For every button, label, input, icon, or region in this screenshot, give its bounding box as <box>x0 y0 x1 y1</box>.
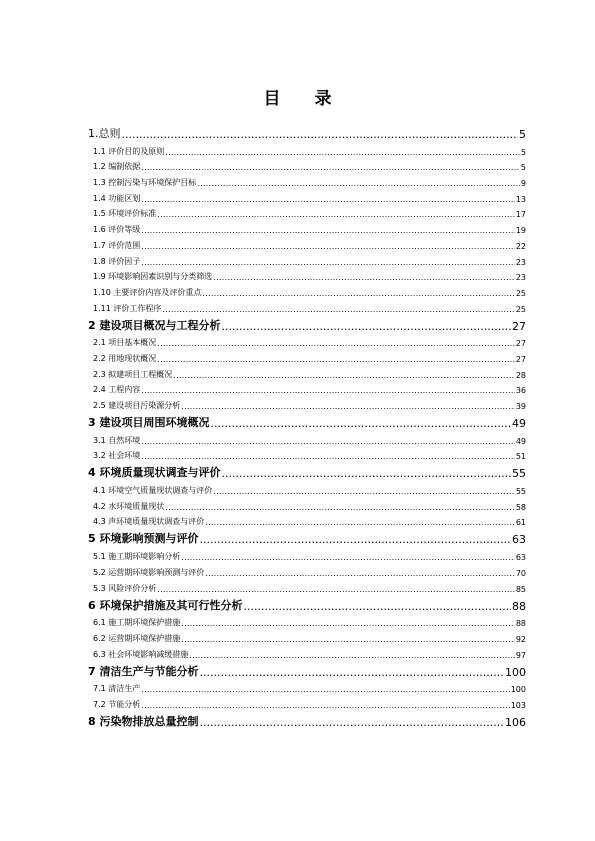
toc-section-entry[interactable] <box>88 219 526 235</box>
toc-dot-leader <box>141 226 515 235</box>
toc-entry-label: 1.4 功能区划 <box>93 193 141 203</box>
toc-page-number: 97 <box>515 650 526 660</box>
toc-section-entry[interactable] <box>88 157 526 173</box>
toc-section-entry[interactable] <box>88 380 526 396</box>
toc-entry-label: 1.11 评价工作程序 <box>93 303 162 313</box>
toc-dot-leader <box>199 716 504 729</box>
toc-entry-label: 4 环境质量现状调查与评价 <box>88 466 221 480</box>
toc-page-number: 88 <box>515 619 526 629</box>
toc-dot-leader <box>205 518 515 527</box>
toc-page-number: 55 <box>515 487 526 497</box>
toc-dot-leader <box>162 305 514 314</box>
toc-entry-label: 4.2 水环境质量现状 <box>93 501 165 511</box>
toc-page-number: 92 <box>515 634 526 644</box>
toc-page-number: 5 <box>520 147 526 157</box>
toc-section-entry[interactable] <box>88 172 526 188</box>
toc-dot-leader <box>189 651 515 660</box>
toc-dot-leader <box>197 179 520 188</box>
toc-section-entry[interactable] <box>88 251 526 267</box>
toc-dot-leader <box>181 619 515 628</box>
toc-page-number: 23 <box>515 273 526 283</box>
toc-entry-label: 1.5 环境评价标准 <box>93 209 157 219</box>
toc-page-number: 85 <box>515 584 526 594</box>
toc-section-entry[interactable] <box>88 613 526 629</box>
toc-chapter-entry[interactable] <box>88 710 526 729</box>
toc-section-entry[interactable] <box>88 267 526 283</box>
toc-chapter-entry[interactable] <box>88 660 526 679</box>
toc-page-number: 9 <box>520 179 526 189</box>
toc-title: 目 录 <box>263 89 346 109</box>
toc-section-entry[interactable] <box>88 480 526 496</box>
toc-entry-label: 2.1 项目基本概况 <box>93 338 157 348</box>
toc-entry-label: 7 清洁生产与节能分析 <box>88 664 199 678</box>
toc-dot-leader <box>141 195 515 204</box>
toc-dot-leader <box>141 163 520 172</box>
toc-chapter-entry[interactable] <box>88 527 526 546</box>
toc-entry-label: 4.1 环境空气质量现状调查与评价 <box>93 486 213 496</box>
toc-section-entry[interactable] <box>88 235 526 251</box>
toc-dot-leader <box>157 339 515 348</box>
toc-dot-leader <box>141 258 515 267</box>
toc-dot-leader <box>141 437 515 446</box>
toc-entry-label: 5.1 施工期环境影响分析 <box>93 552 181 562</box>
toc-entry-label: 2.5 建设项目污染源分析 <box>93 401 181 410</box>
toc-chapter-entry[interactable] <box>88 122 526 141</box>
toc-dot-leader <box>141 701 509 710</box>
toc-section-entry[interactable] <box>88 364 526 380</box>
toc-page-number: 51 <box>515 452 526 462</box>
toc-page-number: 25 <box>515 304 526 314</box>
toc-dot-leader <box>173 371 515 380</box>
toc-dot-leader <box>210 417 511 430</box>
toc-entry-label: 3 建设项目周围环境概况 <box>88 416 210 429</box>
toc-entry-label: 6.1 施工期环境保护措施 <box>93 618 181 628</box>
toc-dot-leader <box>205 569 515 578</box>
toc-section-entry[interactable] <box>88 282 526 298</box>
toc-page-number: 100 <box>505 665 526 679</box>
toc-page-number: 13 <box>515 194 526 204</box>
toc-entry-label: 7.2 节能分析 <box>93 699 141 709</box>
toc-chapter-entry[interactable] <box>88 461 526 480</box>
toc-page-number: 58 <box>515 502 526 512</box>
toc-section-entry[interactable] <box>88 546 526 562</box>
toc-page-number: 55 <box>512 467 526 481</box>
toc-dot-leader <box>213 273 515 282</box>
toc-entry-label: 1.8 评价因子 <box>93 256 141 266</box>
toc-page-number: 70 <box>515 568 526 578</box>
toc-page-number: 61 <box>515 518 526 528</box>
toc-page-number: 5 <box>520 163 526 173</box>
toc-section-entry[interactable] <box>88 679 526 695</box>
toc-page-number: 19 <box>515 226 526 236</box>
toc-entry-label: 2.4 工程内容 <box>93 385 141 395</box>
toc-dot-leader <box>141 685 509 694</box>
toc-dot-leader <box>157 355 515 364</box>
toc-entry-label: 6.2 运营期环境保护措施 <box>93 633 181 643</box>
toc-entry-label: 4.3 声环境质量现状调查与评价 <box>93 517 205 527</box>
toc-section-entry[interactable] <box>88 628 526 644</box>
toc-dot-leader <box>157 585 515 594</box>
toc-dot-leader <box>213 487 515 496</box>
toc-dot-leader <box>165 148 520 157</box>
toc-chapter-entry[interactable] <box>88 314 526 333</box>
table-of-contents <box>88 122 526 729</box>
toc-entry-label: 1.9 环境影响因素识别与分类筛选 <box>93 272 213 282</box>
toc-entry-label: 2.3 拟建项目工程概况 <box>93 369 173 379</box>
toc-entry-label: 1.1 评价目的及原则 <box>93 146 165 156</box>
toc-section-entry[interactable] <box>88 694 526 710</box>
toc-page-number: 49 <box>512 417 526 430</box>
toc-dot-leader <box>181 553 515 562</box>
toc-dot-leader <box>157 210 515 219</box>
toc-page-number: 103 <box>510 700 526 710</box>
toc-dot-leader <box>141 242 515 251</box>
toc-entry-label: 5 环境影响预测与评价 <box>88 532 199 546</box>
toc-page-number: 63 <box>512 533 526 547</box>
toc-chapter-entry[interactable] <box>88 411 526 430</box>
toc-page-number: 36 <box>515 386 526 396</box>
toc-entry-label: 2.2 用地现状概况 <box>93 353 157 363</box>
toc-page-number: 39 <box>515 402 526 411</box>
toc-dot-leader <box>181 635 515 644</box>
toc-entry-label: 1.7 评价范围 <box>93 240 141 250</box>
toc-section-entry[interactable] <box>88 562 526 578</box>
toc-dot-leader <box>141 386 515 395</box>
toc-page-number: 49 <box>515 436 526 446</box>
toc-chapter-entry[interactable] <box>88 594 526 613</box>
toc-section-entry[interactable] <box>88 141 526 157</box>
toc-entry-label: 6 环境保护措施及其可行性分析 <box>88 598 243 612</box>
toc-section-entry[interactable] <box>88 644 526 660</box>
toc-entry-label: 1.10 主要评价内容及评价重点 <box>93 287 202 297</box>
toc-entry-label: 3.2 社会环境 <box>93 451 141 461</box>
toc-entry-label: 1.2 编制依据 <box>93 162 141 172</box>
toc-entry-label: 2 建设项目概况与工程分析 <box>88 318 221 332</box>
toc-section-entry[interactable] <box>88 395 526 411</box>
toc-dot-leader <box>181 402 515 411</box>
toc-page-number: 27 <box>515 339 526 349</box>
toc-entry-label: 1.3 控制污染与环境保护目标 <box>93 178 197 188</box>
toc-entry-label: 3.1 自然环境 <box>93 435 141 445</box>
toc-page-number: 100 <box>510 685 526 695</box>
toc-entry-label: 1.总则 <box>88 127 121 140</box>
toc-section-entry[interactable] <box>88 430 526 446</box>
toc-section-entry[interactable] <box>88 188 526 204</box>
toc-page-number: 17 <box>515 210 526 220</box>
toc-dot-leader <box>165 503 515 512</box>
toc-section-entry[interactable] <box>88 496 526 512</box>
toc-dot-leader <box>199 666 504 679</box>
toc-page-number: 27 <box>512 319 526 333</box>
toc-dot-leader <box>199 533 511 546</box>
toc-entry-label: 7.1 清洁生产 <box>93 684 141 694</box>
toc-dot-leader <box>202 289 514 298</box>
toc-section-entry[interactable] <box>88 512 526 528</box>
toc-dot-leader <box>221 320 511 333</box>
toc-section-entry[interactable] <box>88 578 526 594</box>
toc-page-number: 22 <box>515 241 526 251</box>
toc-dot-leader <box>141 452 515 461</box>
toc-page-number: 25 <box>515 288 526 298</box>
toc-page-number: 27 <box>515 354 526 364</box>
toc-section-entry[interactable] <box>88 298 526 314</box>
toc-page-number: 106 <box>505 715 526 729</box>
toc-section-entry[interactable] <box>88 204 526 220</box>
toc-dot-leader <box>243 600 511 613</box>
toc-dot-leader <box>221 467 511 480</box>
toc-section-entry[interactable] <box>88 333 526 349</box>
toc-entry-label: 5.3 风险评价分析 <box>93 583 157 593</box>
toc-page-number: 23 <box>515 257 526 267</box>
toc-section-entry[interactable] <box>88 348 526 364</box>
toc-section-entry[interactable] <box>88 446 526 462</box>
toc-dot-leader <box>122 128 519 141</box>
toc-entry-label: 1.6 评价等级 <box>93 225 141 235</box>
toc-entry-label: 6.3 社会环境影响减缓措施 <box>93 649 189 659</box>
toc-page-number: 5 <box>519 128 526 141</box>
toc-entry-label: 5.2 运营期环境影响预测与评价 <box>93 567 205 577</box>
toc-page-number: 88 <box>512 599 526 613</box>
toc-page-number: 28 <box>515 370 526 380</box>
toc-page-number: 63 <box>515 553 526 563</box>
toc-entry-label: 8 污染物排放总量控制 <box>88 714 199 728</box>
